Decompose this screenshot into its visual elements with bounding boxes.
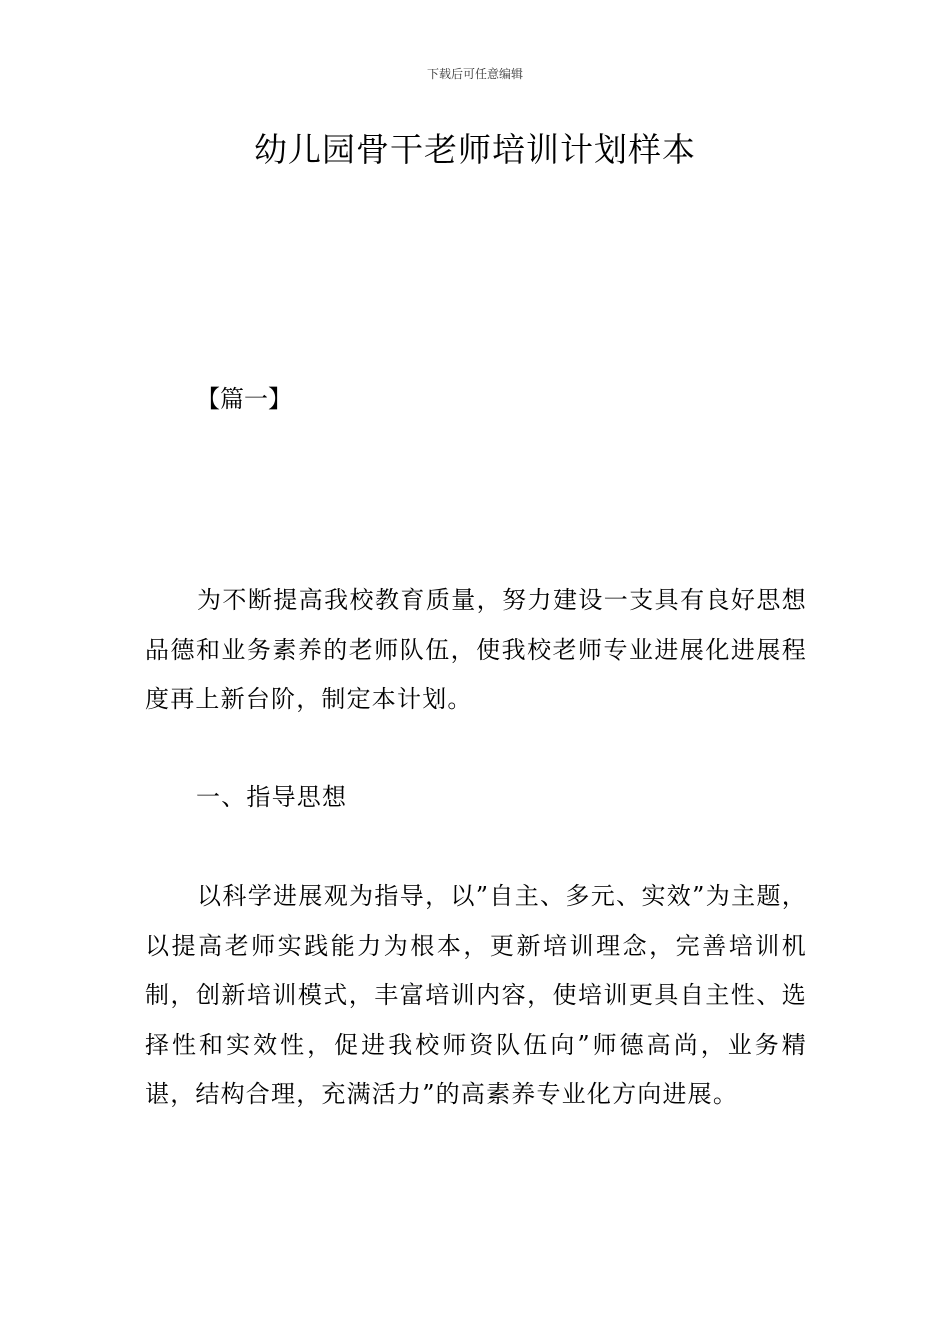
intro-paragraph: 为不断提高我校教育质量，努力建设一支具有良好思想品德和业务素养的老师队伍，使我校老师专业进展化进展程度再上新台阶，制定本计划。 [145, 586, 807, 713]
guiding-ideology-paragraph: 以科学进展观为指导，以”自主、多元、实效”为主题，以提高老师实践能力为根本，更新培训理念，完善培训机制，创新培训模式，丰富培训内容，使培训更具自主性、选择性和实效性，促进我校师资队伍向”师德高尚，业务精谌，结构合理，充满活力”的高素养专业化方向进展。 [145, 882, 807, 1108]
section-label: 【篇一】 [196, 385, 292, 413]
header-note: 下载后可任意编辑 [426, 67, 523, 81]
document-title: 幼儿园骨干老师培训计划样本 [254, 130, 696, 169]
section-heading: 一、指导思想 [196, 783, 348, 811]
